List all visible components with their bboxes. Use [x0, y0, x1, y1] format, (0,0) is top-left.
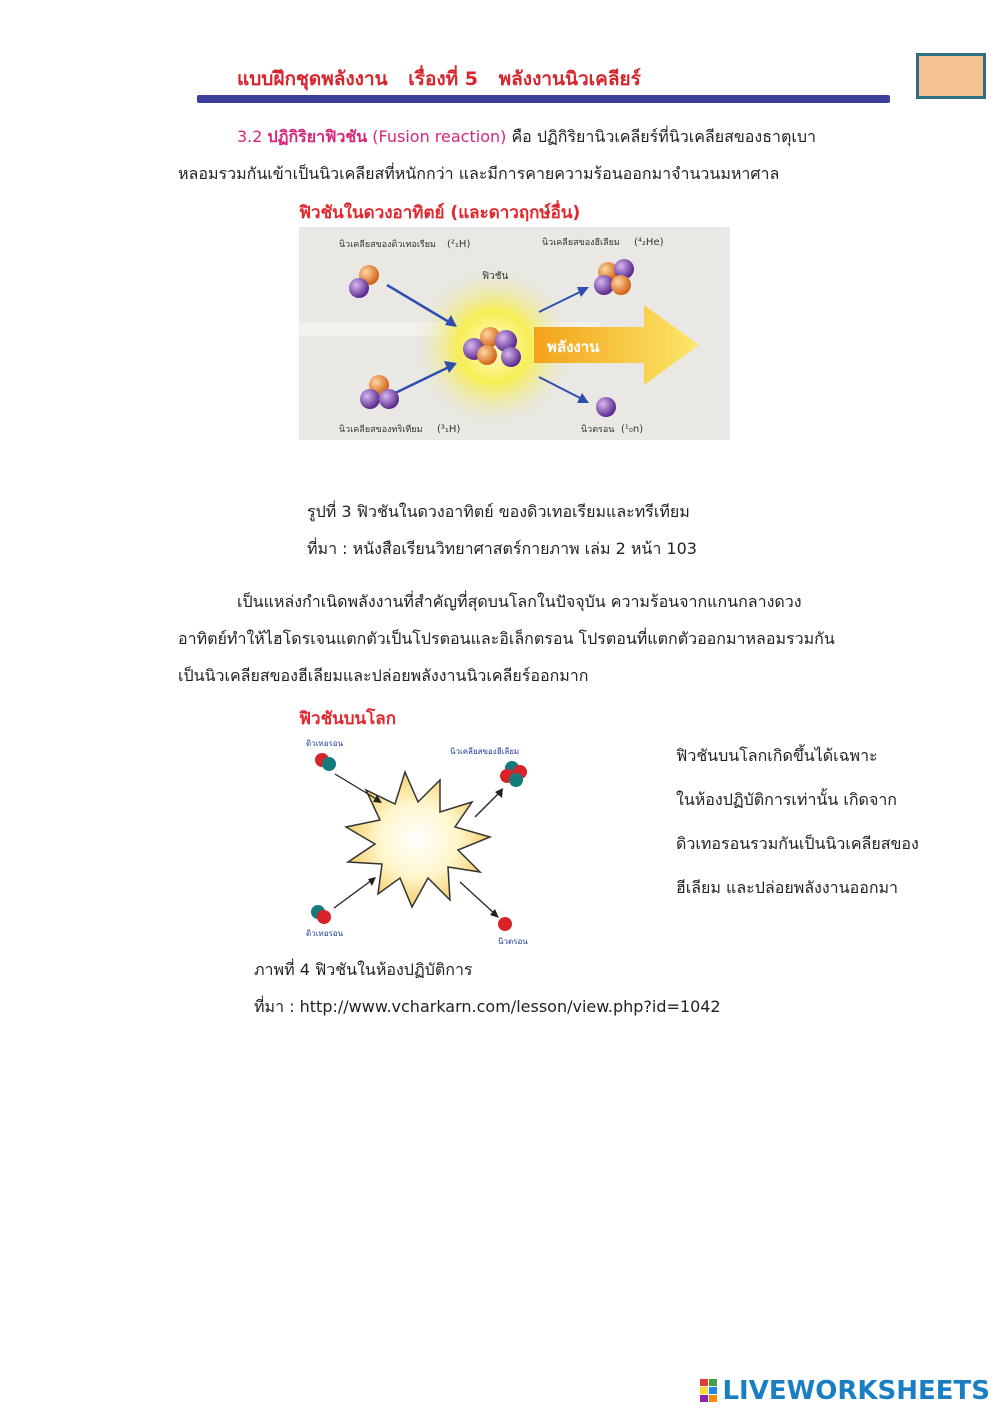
helium-label: นิวเคลียสของฮีเลียม: [542, 238, 620, 248]
side-description: [676, 734, 919, 910]
tritium-label: นิวเคลียสของทริเทียม: [339, 425, 423, 435]
header-divider: [197, 95, 890, 103]
neutron-symbol: (¹₀n): [621, 424, 644, 435]
figure3-source: ที่มา : หนังสือเรียนวิทยาศาสตร์กายภาพ เล่ม 2 หน้า 103: [307, 539, 697, 558]
side-line: ฟิวชันบนโลกเกิดขึ้นได้เฉพาะ: [676, 746, 878, 765]
side-line: ฮีเลียม และปล่อยพลังงานออกมา: [676, 878, 899, 897]
intro-term-th: ปฏิกิริยาฟิวชัน: [267, 127, 368, 146]
section2-heading: ฟิวชันบนโลก: [299, 709, 396, 729]
figure4-caption: ภาพที่ 4 ฟิวชันในห้องปฏิบัติการ: [254, 960, 473, 979]
side-line: ดิวเทอรอนรวมกันเป็นนิวเคลียสของ: [676, 834, 919, 853]
liveworksheets-logo-text: LIVEWORKSHEETS: [722, 1376, 990, 1406]
sun-fusion-figure: [299, 227, 730, 440]
para2-line-3: เป็นนิวเคลียสของฮีเลียมและปล่อยพลังงานนิวเคลียร์ออกมาก: [178, 666, 589, 685]
liveworksheets-logo-icon: [700, 1379, 718, 1403]
figure4-source: ที่มา : http://www.vcharkarn.com/lesson/view.php?id=1042: [254, 997, 721, 1016]
helium-symbol: (⁴₂He): [634, 237, 664, 248]
earth-fusion-figure: [300, 732, 545, 950]
header-title: [237, 64, 655, 94]
figure3-caption: รูปที่ 3 ฟิวชันในดวงอาทิตย์ ของดิวเทอเรียมและทรีเทียม: [307, 502, 690, 521]
header-title-part: เรื่องที่ 5: [408, 68, 478, 90]
intro-line-2: หลอมรวมกันเข้าเป็นนิวเคลียสที่หนักกว่า และมีการคายความร้อนออกมาจำนวนมหาศาล: [178, 164, 780, 183]
deuteron-bottom-label: ดิวเทอรอน: [306, 929, 344, 938]
helium-label-2: นิวเคลียสของฮีเลียม: [450, 747, 520, 756]
neutron-label-2: นิวตรอน: [498, 937, 528, 946]
neutron-label: นิวตรอน: [581, 425, 615, 435]
side-line: ในห้องปฏิบัติการเท่านั้น เกิดจาก: [676, 790, 897, 809]
intro-line-1: [237, 118, 816, 155]
deuterium-symbol: (²₁H): [447, 239, 471, 250]
liveworksheets-logo: [700, 1376, 990, 1406]
section1-heading: ฟิวชันในดวงอาทิตย์ (และดาวฤกษ์อื่น): [299, 203, 581, 223]
tritium-symbol: (³₁H): [437, 424, 461, 435]
para2-line-2: อาทิตย์ทำให้ไฮโดรเจนแตกตัวเป็นโปรตอนและอิเล็กตรอน โปรตอนที่แตกตัวออกมาหลอมรวมกัน: [178, 629, 835, 648]
fusion-label: ฟิวชัน: [482, 271, 509, 282]
intro-term-en: (Fusion reaction): [372, 127, 507, 146]
corner-box: [916, 53, 986, 99]
header-title-part: แบบฝึกชุดพลังงาน: [237, 68, 388, 90]
intro-line1-rest: คือ ปฏิกิริยานิวเคลียร์ที่นิวเคลียสของธาตุเบา: [511, 127, 816, 146]
deuteron-top-label: ดิวเทอรอน: [306, 739, 344, 748]
para2-line-1: เป็นแหล่งกำเนิดพลังงานที่สำคัญที่สุดบนโลกในปัจจุบัน ความร้อนจากแกนกลางดวง: [237, 592, 802, 611]
intro-number: 3.2: [237, 127, 263, 146]
deuterium-label: นิวเคลียสของดิวเทอเรียม: [339, 240, 436, 250]
energy-label: พลังงาน: [547, 338, 600, 356]
header-title-part: พลังงานนิวเคลียร์: [498, 68, 641, 90]
